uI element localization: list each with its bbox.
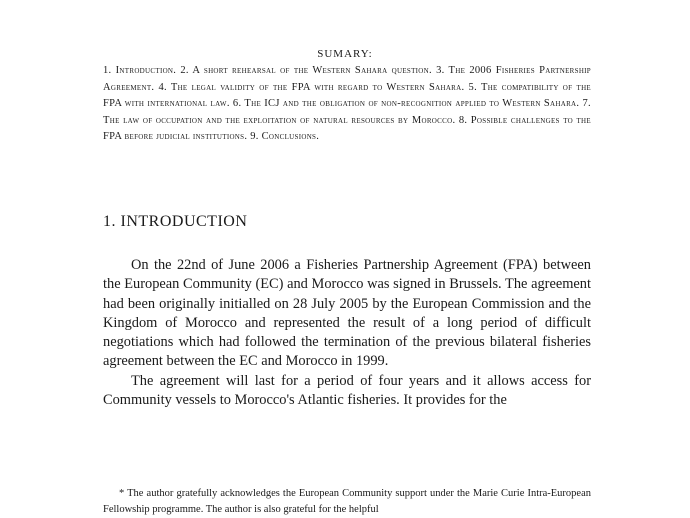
body-paragraph-2: The agreement will last for a period of four years and it allows access for Community vessels to Morocco's Atlantic fisheries. It provides for the [103, 372, 591, 409]
body-paragraph-1: On the 22nd of June 2006 a Fisheries Partnership Agreement (FPA) between the European Community (EC) and Morocco was signed in Brussels. The agreement had been originally initialled on 28 July 2005 by the European Commission and the Kingdom of Morocco and represented the result of a long period of difficult negotiations which had followed the termination of the previous bilateral fisheries agreement between the EC and Morocco in 1999. [103, 257, 591, 370]
summary-text: 1. Introduction. 2. A short rehearsal of the Western Sahara question. 3. The 2006 Fisheries Partnership Agreement. 4. The legal validity of the FPA with regard to Western Sahara. 5. The compatibility of the FPA with international law. 6. The ICJ and the obligation of non-recognition applied to Western Sahara. 7. The law of occupation and the exploitation of natural resources by Morocco. 8. Possible challenges to the FPA before judicial institutions. 9. Conclusions. [103, 65, 591, 143]
section-heading: 1. INTRODUCTION [103, 213, 248, 230]
body-text [103, 256, 591, 410]
footnote [103, 486, 591, 518]
footnote-text: * The author gratefully acknowledges the European Community support under the Marie Curie Intra-European Fellowship programme. The author is also grateful for the helpful [103, 488, 591, 515]
summary-heading: SUMARY: [317, 48, 373, 60]
